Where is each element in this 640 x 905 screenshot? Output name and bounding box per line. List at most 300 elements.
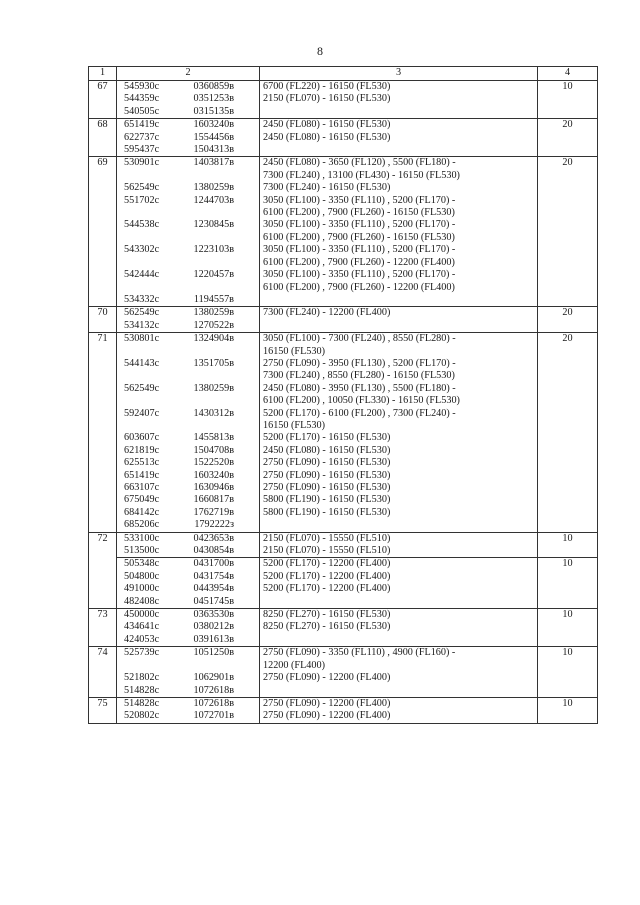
latitude: 544143с <box>124 357 160 369</box>
route-number <box>89 170 117 182</box>
longitude: 1403817в <box>193 157 234 169</box>
longitude: 1603240в <box>193 469 234 481</box>
coordinates-cell <box>117 445 260 457</box>
route-number <box>89 195 117 207</box>
altitude-range: 16150 (FL530) <box>260 420 538 432</box>
route-number <box>89 672 117 684</box>
longitude: 1351705в <box>193 357 234 369</box>
coordinates-cell <box>117 257 260 269</box>
table-row <box>89 320 598 333</box>
altitude-range: 2750 (FL090) - 12200 (FL400) <box>260 672 538 684</box>
route-number <box>89 219 117 231</box>
route-number <box>89 482 117 494</box>
longitude: 1220457в <box>193 269 234 281</box>
altitude-range: 5200 (FL170) - 12200 (FL400) <box>260 558 538 571</box>
header-col-2: 2 <box>117 67 260 81</box>
altitude-range: 2750 (FL090) - 3950 (FL130) , 5200 (FL170) - <box>260 358 538 370</box>
latitude: 651419с <box>124 119 160 131</box>
coordinates-cell <box>117 545 260 558</box>
altitude-range: 6100 (FL200) , 7900 (FL260) - 12200 (FL400) <box>260 257 538 269</box>
header-col-1: 1 <box>89 67 117 81</box>
route-number: 67 <box>89 81 117 94</box>
altitude-range: 6100 (FL200) , 7900 (FL260) - 16150 (FL530) <box>260 232 538 244</box>
route-number <box>89 660 117 672</box>
latitude: 544538с <box>124 219 160 231</box>
width-value <box>538 445 598 457</box>
longitude: 1504708в <box>193 444 234 456</box>
route-number: 72 <box>89 532 117 545</box>
latitude: 504800с <box>124 570 160 582</box>
route-number <box>89 583 117 595</box>
longitude: 1194557в <box>193 293 234 305</box>
longitude: 1522520в <box>193 457 234 469</box>
longitude: 1792222з <box>194 519 234 531</box>
width-value <box>538 207 598 219</box>
coordinates-cell <box>117 532 260 545</box>
coordinates-cell <box>117 457 260 469</box>
width-value: 10 <box>538 532 598 545</box>
table-row <box>89 346 598 358</box>
longitude: 1072701в <box>193 710 234 722</box>
longitude: 1380259в <box>193 182 234 194</box>
coordinates-cell <box>117 634 260 647</box>
width-value: 10 <box>538 81 598 94</box>
width-value: 20 <box>538 119 598 132</box>
longitude: 1223103в <box>193 244 234 256</box>
coordinates-cell <box>117 119 260 132</box>
route-number <box>89 182 117 194</box>
latitude: 562549с <box>124 182 160 194</box>
latitude: 525739с <box>124 647 160 659</box>
coordinates-cell <box>117 219 260 231</box>
width-value <box>538 232 598 244</box>
coordinates-cell <box>117 697 260 710</box>
coordinates-cell <box>117 383 260 395</box>
coordinates-cell <box>117 660 260 672</box>
coordinates-cell <box>117 307 260 320</box>
route-number <box>89 558 117 571</box>
route-number <box>89 432 117 444</box>
coordinates-cell <box>117 494 260 506</box>
coordinates-cell <box>117 571 260 583</box>
table-header-row <box>89 67 598 81</box>
altitude-range: 2450 (FL080) - 3950 (FL130) , 5500 (FL180) - <box>260 383 538 395</box>
coordinates-cell <box>117 621 260 633</box>
latitude: 551702с <box>124 194 160 206</box>
table-row <box>89 307 598 320</box>
longitude: 1230845в <box>193 219 234 231</box>
table-row <box>89 408 598 420</box>
table-row <box>89 395 598 407</box>
table-row <box>89 710 598 723</box>
width-value <box>538 583 598 595</box>
route-number <box>89 685 117 698</box>
altitude-range: 6100 (FL200) , 7900 (FL260) - 12200 (FL400) <box>260 282 538 294</box>
route-number <box>89 346 117 358</box>
coordinates-cell <box>117 710 260 723</box>
table-row <box>89 507 598 519</box>
width-value: 10 <box>538 697 598 710</box>
longitude: 0443954в <box>193 583 234 595</box>
latitude: 562549с <box>124 307 160 319</box>
width-value <box>538 257 598 269</box>
latitude: 545930с <box>124 81 160 92</box>
route-number <box>89 519 117 532</box>
route-number <box>89 282 117 294</box>
coordinates-cell <box>117 432 260 444</box>
longitude: 1051250в <box>193 647 234 659</box>
width-value <box>538 182 598 194</box>
altitude-range <box>260 685 538 698</box>
table-row <box>89 93 598 105</box>
coordinates-cell <box>117 420 260 432</box>
table-row <box>89 157 598 170</box>
coordinates-cell <box>117 207 260 219</box>
table-row <box>89 482 598 494</box>
latitude: 542444с <box>124 269 160 281</box>
altitude-range: 3050 (FL100) - 3350 (FL110) , 5200 (FL170) - <box>260 244 538 256</box>
longitude: 0360859в <box>193 81 234 92</box>
table-row <box>89 634 598 647</box>
longitude: 0423653в <box>193 532 234 544</box>
longitude: 0315135в <box>193 105 234 117</box>
route-number: 70 <box>89 307 117 320</box>
table-row <box>89 207 598 219</box>
width-value <box>538 571 598 583</box>
coordinates-cell <box>117 81 260 94</box>
table-row <box>89 494 598 506</box>
table-row <box>89 583 598 595</box>
table-row <box>89 685 598 698</box>
longitude: 1380259в <box>193 307 234 319</box>
altitude-range: 3050 (FL100) - 3350 (FL110) , 5200 (FL170) - <box>260 269 538 281</box>
latitude: 450000с <box>124 609 160 621</box>
altitude-range <box>260 106 538 119</box>
latitude: 520802с <box>124 710 160 722</box>
table-row <box>89 195 598 207</box>
altitude-range: 5800 (FL190) - 16150 (FL530) <box>260 507 538 519</box>
altitude-range: 6100 (FL200) , 10050 (FL330) - 16150 (FL530) <box>260 395 538 407</box>
latitude: 685206с <box>124 519 160 531</box>
route-number <box>89 395 117 407</box>
route-number <box>89 320 117 333</box>
route-number <box>89 621 117 633</box>
altitude-range: 2450 (FL080) - 16150 (FL530) <box>260 445 538 457</box>
longitude: 0380212в <box>193 621 234 633</box>
altitude-range: 5200 (FL170) - 12200 (FL400) <box>260 571 538 583</box>
table-row <box>89 119 598 132</box>
coordinates-cell <box>117 144 260 157</box>
coordinates-cell <box>117 507 260 519</box>
coordinates-cell <box>117 519 260 532</box>
width-value <box>538 596 598 609</box>
coordinates-cell <box>117 333 260 346</box>
longitude: 1072618в <box>193 697 234 709</box>
width-value <box>538 269 598 281</box>
width-value <box>538 294 598 307</box>
width-value <box>538 621 598 633</box>
width-value <box>538 219 598 231</box>
route-number: 71 <box>89 333 117 346</box>
table-row <box>89 596 598 609</box>
coordinates-cell <box>117 294 260 307</box>
altitude-range: 6100 (FL200) , 7900 (FL260) - 16150 (FL530) <box>260 207 538 219</box>
route-number <box>89 269 117 281</box>
width-value: 20 <box>538 307 598 320</box>
latitude: 684142с <box>124 506 160 518</box>
coordinates-cell <box>117 672 260 684</box>
longitude: 0431754в <box>193 570 234 582</box>
route-number <box>89 470 117 482</box>
altitude-range <box>260 144 538 157</box>
altitude-range: 2750 (FL090) - 16150 (FL530) <box>260 457 538 469</box>
coordinates-cell <box>117 195 260 207</box>
latitude: 675049с <box>124 494 160 506</box>
altitude-range <box>260 634 538 647</box>
latitude: 424053с <box>124 633 160 645</box>
route-number <box>89 545 117 558</box>
width-value <box>538 507 598 519</box>
route-number <box>89 93 117 105</box>
latitude: 514828с <box>124 697 160 709</box>
altitude-range: 5800 (FL190) - 16150 (FL530) <box>260 494 538 506</box>
width-value <box>538 132 598 144</box>
latitude: 625513с <box>124 457 160 469</box>
route-number: 69 <box>89 157 117 170</box>
width-value <box>538 408 598 420</box>
coordinates-cell <box>117 470 260 482</box>
width-value <box>538 432 598 444</box>
table-row <box>89 81 598 94</box>
table-row <box>89 219 598 231</box>
latitude: 434641с <box>124 621 160 633</box>
latitude: 514828с <box>124 684 160 696</box>
altitude-range: 2750 (FL090) - 3350 (FL110) , 4900 (FL160) - <box>260 647 538 660</box>
coordinates-cell <box>117 106 260 119</box>
latitude: 482408с <box>124 595 160 607</box>
width-value <box>538 144 598 157</box>
route-number <box>89 132 117 144</box>
altitude-range <box>260 320 538 333</box>
width-value <box>538 685 598 698</box>
altitude-range: 8250 (FL270) - 16150 (FL530) <box>260 609 538 622</box>
page-number: 8 <box>317 44 323 58</box>
width-value <box>538 106 598 119</box>
width-value <box>538 482 598 494</box>
coordinates-cell <box>117 93 260 105</box>
altitude-range: 3050 (FL100) - 7300 (FL240) , 8550 (FL280) - <box>260 333 538 346</box>
route-number <box>89 232 117 244</box>
altitude-range: 2750 (FL090) - 12200 (FL400) <box>260 697 538 710</box>
table-row <box>89 383 598 395</box>
route-number <box>89 596 117 609</box>
altitude-range: 2750 (FL090) - 16150 (FL530) <box>260 482 538 494</box>
latitude: 651419с <box>124 469 160 481</box>
table-row <box>89 532 598 545</box>
coordinates-cell <box>117 609 260 622</box>
longitude: 0431700в <box>193 558 234 570</box>
coordinates-cell <box>117 583 260 595</box>
coordinates-cell <box>117 370 260 382</box>
coordinates-cell <box>117 685 260 698</box>
table-row <box>89 621 598 633</box>
width-value <box>538 195 598 207</box>
coordinates-cell <box>117 157 260 170</box>
table-row <box>89 294 598 307</box>
width-value <box>538 395 598 407</box>
longitude: 0451745в <box>193 595 234 607</box>
longitude: 1504313в <box>193 144 234 156</box>
table-row <box>89 144 598 157</box>
latitude: 603607с <box>124 432 160 444</box>
table-body <box>89 81 598 724</box>
table-row <box>89 432 598 444</box>
latitude: 540505с <box>124 105 160 117</box>
latitude: 663107с <box>124 482 160 493</box>
route-number <box>89 494 117 506</box>
width-value <box>538 470 598 482</box>
width-value <box>538 370 598 382</box>
longitude: 0363530в <box>193 609 234 621</box>
table-row <box>89 571 598 583</box>
longitude: 0351253в <box>193 93 234 105</box>
longitude: 1244703в <box>193 194 234 206</box>
coordinates-cell <box>117 182 260 194</box>
altitude-range: 5200 (FL170) - 6100 (FL200) , 7300 (FL240) - <box>260 408 538 420</box>
table-row <box>89 232 598 244</box>
coordinates-cell <box>117 482 260 494</box>
width-value <box>538 320 598 333</box>
route-number <box>89 634 117 647</box>
width-value <box>538 358 598 370</box>
table-row <box>89 170 598 182</box>
route-number: 73 <box>89 609 117 622</box>
width-value <box>538 672 598 684</box>
coordinates-cell <box>117 282 260 294</box>
coordinates-cell <box>117 596 260 609</box>
coordinates-cell <box>117 647 260 660</box>
latitude: 530801с <box>124 333 160 345</box>
table-row <box>89 519 598 532</box>
altitude-range: 6700 (FL220) - 16150 (FL530) <box>260 81 538 94</box>
altitude-range: 2150 (FL070) - 15550 (FL510) <box>260 545 538 558</box>
width-value <box>538 93 598 105</box>
width-value <box>538 282 598 294</box>
table-row <box>89 106 598 119</box>
longitude: 1062901в <box>193 672 234 684</box>
altitude-range: 3050 (FL100) - 3350 (FL110) , 5200 (FL170) - <box>260 219 538 231</box>
route-number <box>89 571 117 583</box>
route-number <box>89 457 117 469</box>
width-value <box>538 660 598 672</box>
route-number: 74 <box>89 647 117 660</box>
altitude-range: 5200 (FL170) - 16150 (FL530) <box>260 432 538 444</box>
altitude-range: 7300 (FL240) - 12200 (FL400) <box>260 307 538 320</box>
altitude-range: 2450 (FL080) - 16150 (FL530) <box>260 132 538 144</box>
table-row <box>89 457 598 469</box>
route-number <box>89 294 117 307</box>
altitude-range: 7300 (FL240) , 13100 (FL430) - 16150 (FL530) <box>260 170 538 182</box>
table-row <box>89 257 598 269</box>
latitude: 544359с <box>124 93 160 105</box>
table-row <box>89 470 598 482</box>
width-value <box>538 170 598 182</box>
width-value: 20 <box>538 157 598 170</box>
latitude: 595437с <box>124 144 160 156</box>
longitude: 1762719в <box>193 506 234 518</box>
altitude-range: 2750 (FL090) - 12200 (FL400) <box>260 710 538 723</box>
longitude: 1380259в <box>193 382 234 394</box>
altitude-range <box>260 596 538 609</box>
altitude-range: 5200 (FL170) - 12200 (FL400) <box>260 583 538 595</box>
latitude: 592407с <box>124 407 160 419</box>
latitude: 513500с <box>124 545 160 557</box>
route-number <box>89 207 117 219</box>
latitude: 491000с <box>124 583 160 595</box>
longitude: 1430312в <box>193 407 234 419</box>
route-number <box>89 445 117 457</box>
route-number <box>89 507 117 519</box>
table-row <box>89 647 598 660</box>
route-number: 75 <box>89 697 117 710</box>
width-value <box>538 383 598 395</box>
route-number: 68 <box>89 119 117 132</box>
header-col-4: 4 <box>538 67 598 81</box>
table-row <box>89 132 598 144</box>
width-value: 10 <box>538 609 598 622</box>
table-row <box>89 697 598 710</box>
coordinates-cell <box>117 269 260 281</box>
width-value <box>538 244 598 256</box>
altitude-range: 8250 (FL270) - 16150 (FL530) <box>260 621 538 633</box>
route-number <box>89 106 117 119</box>
table-row <box>89 545 598 558</box>
coordinates-cell <box>117 395 260 407</box>
table-row <box>89 370 598 382</box>
table-row <box>89 358 598 370</box>
coordinates-cell <box>117 346 260 358</box>
table-row <box>89 558 598 571</box>
altitude-range: 2150 (FL070) - 16150 (FL530) <box>260 93 538 105</box>
route-number <box>89 144 117 157</box>
altitude-range: 2150 (FL070) - 15550 (FL510) <box>260 532 538 545</box>
altitude-range: 2450 (FL080) - 3650 (FL120) , 5500 (FL180) - <box>260 157 538 170</box>
coordinates-cell <box>117 408 260 420</box>
latitude: 534132с <box>124 319 160 331</box>
longitude: 0430854в <box>193 545 234 557</box>
route-number <box>89 710 117 723</box>
latitude: 622737с <box>124 131 160 143</box>
latitude: 621819с <box>124 444 160 456</box>
altitude-range: 16150 (FL530) <box>260 346 538 358</box>
width-value <box>538 519 598 532</box>
route-number <box>89 257 117 269</box>
altitude-range: 12200 (FL400) <box>260 660 538 672</box>
altitude-range: 2450 (FL080) - 16150 (FL530) <box>260 119 538 132</box>
table-row <box>89 269 598 281</box>
route-number <box>89 244 117 256</box>
latitude: 562549с <box>124 382 160 394</box>
coordinates-cell <box>117 244 260 256</box>
airway-table <box>88 66 598 724</box>
longitude: 1554456в <box>193 131 234 143</box>
coordinates-cell <box>117 358 260 370</box>
table-row <box>89 333 598 346</box>
altitude-range: 7300 (FL240) - 16150 (FL530) <box>260 182 538 194</box>
table-row <box>89 182 598 194</box>
longitude: 1660817в <box>193 494 234 506</box>
table-row <box>89 282 598 294</box>
